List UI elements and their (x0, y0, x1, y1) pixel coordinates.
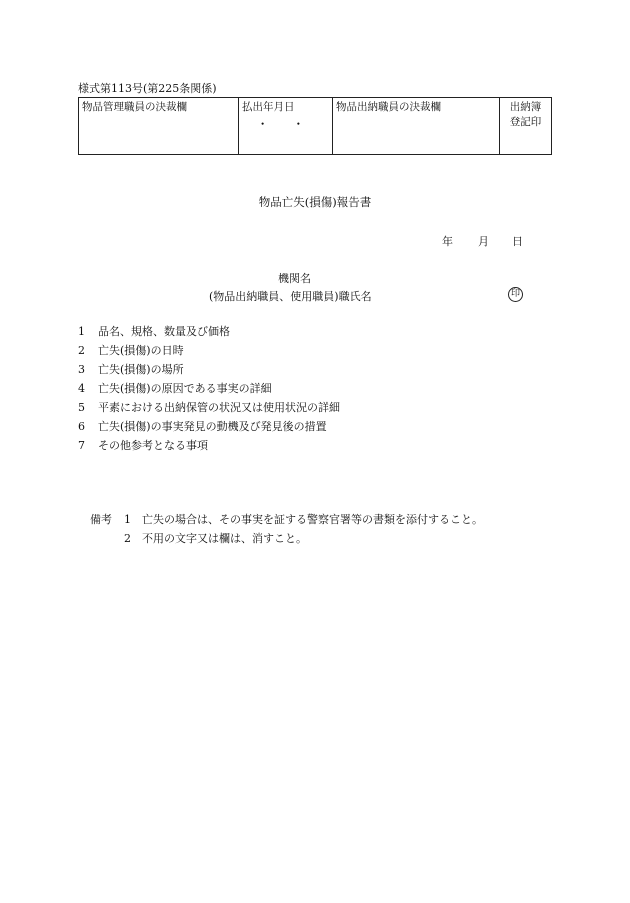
list-item: 6 亡失(損傷)の事実発見の動機及び発見後の措置 (78, 420, 327, 433)
note-line: 備考 1 亡失の場合は、その事実を証する警察官署等の書類を添付すること。 (90, 510, 483, 529)
approval-table (78, 97, 552, 155)
list-item: 5 平素における出納保管の状況又は使用状況の詳細 (78, 401, 340, 414)
ledger-stamp-label-line2: 登記印 (509, 116, 542, 128)
report-items-list (78, 322, 340, 455)
list-item: 7 その他参考となる事項 (78, 439, 208, 452)
list-item: 1 品名、規格、数量及び価格 (78, 325, 230, 338)
document-title: 物品亡失(損傷)報告書 (258, 195, 372, 209)
approval-cell-payout-date[interactable] (239, 98, 333, 155)
date-year-label: 年 (442, 235, 453, 248)
list-item: 3 亡失(損傷)の場所 (78, 363, 184, 376)
date-month-label: 月 (478, 235, 489, 248)
approval-header-property-manager: 物品管理職員の決裁欄 (82, 101, 187, 113)
list-item: 2 亡失(損傷)の日時 (78, 344, 184, 357)
form-label: 様式第113号(第225条関係) (78, 82, 217, 95)
official-name-label: (物品出納職員、使用職員)職氏名 (209, 290, 372, 303)
approval-cell-property-cashier[interactable] (333, 98, 500, 155)
approval-header-payout-date: 払出年月日 (242, 101, 295, 113)
approval-cell-property-manager[interactable] (79, 98, 239, 155)
seal-icon: 印 (508, 287, 523, 302)
list-item: 4 亡失(損傷)の原因である事実の詳細 (78, 382, 272, 395)
date-day-label: 日 (512, 235, 523, 248)
approval-header-property-cashier: 物品出納職員の決裁欄 (336, 101, 441, 113)
note-line: 2 不用の文字又は欄は、消すこと。 (124, 532, 307, 545)
agency-name-label: 機関名 (278, 272, 311, 285)
payout-date-placeholder: ・ ・ (256, 117, 315, 131)
notes-section (90, 510, 483, 548)
ledger-stamp-label-line1: 出納簿 (509, 101, 542, 113)
notes-label: 備考 (90, 513, 112, 526)
approval-cell-ledger-stamp[interactable] (500, 98, 552, 155)
